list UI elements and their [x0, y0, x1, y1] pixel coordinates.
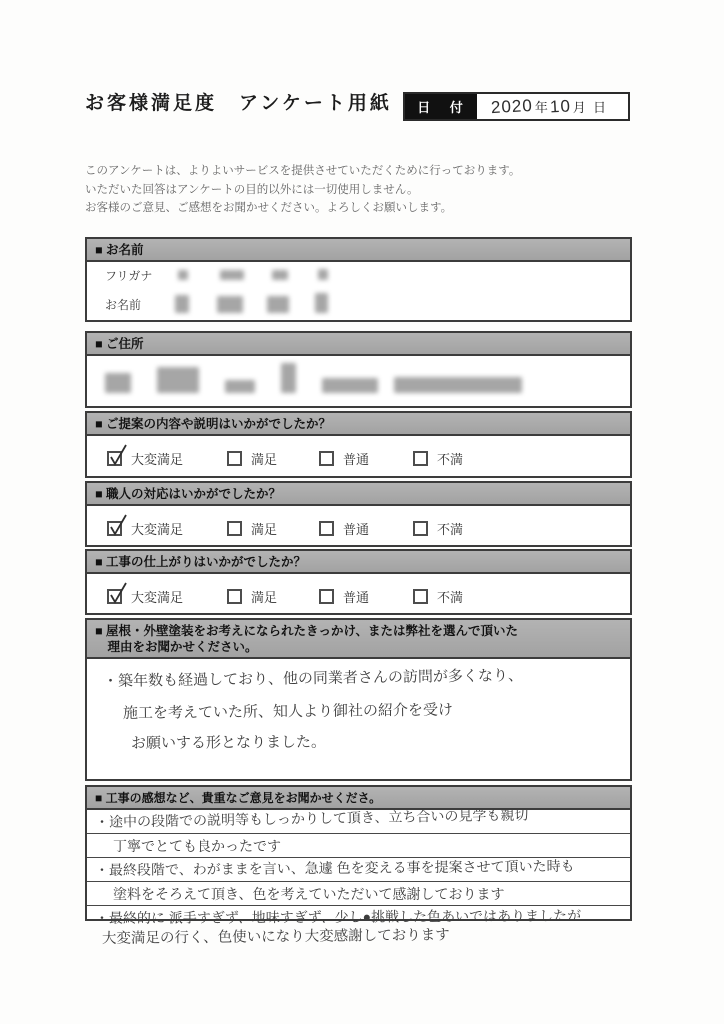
- checkbox[interactable]: [227, 589, 242, 604]
- option-label: 普通: [343, 452, 370, 467]
- option-label: 大変満足: [131, 522, 184, 537]
- question-proposal-section: [85, 411, 632, 478]
- reason-section: [85, 618, 632, 781]
- date-box: [403, 92, 630, 121]
- checkbox[interactable]: [319, 521, 334, 536]
- handwritten-comment-line[interactable]: 塗料をそろえて頂き、色を考えていただいて感謝しております: [113, 886, 505, 902]
- option-label: 普通: [343, 522, 370, 537]
- option-label: 大変満足: [131, 452, 184, 467]
- option-row: [87, 436, 630, 480]
- redacted-handwriting: [175, 293, 328, 316]
- option-row: [87, 574, 630, 618]
- option-row: [87, 506, 630, 550]
- handwritten-reason-line[interactable]: お願いする形となりました。: [130, 733, 327, 752]
- option-manzoku: [227, 519, 277, 538]
- option-label: 不満: [437, 522, 464, 537]
- date-year-value[interactable]: 2020: [490, 95, 534, 117]
- option-manzoku: [227, 587, 277, 606]
- comments-section: [85, 785, 632, 926]
- handwritten-comment-line[interactable]: ・最終的に 派手すぎず、地味すぎず、少し●挑戦した色あいではありましたが: [94, 907, 582, 926]
- option-futsuu: [319, 519, 369, 538]
- checkmark-icon: [107, 581, 129, 607]
- option-fuman: [413, 519, 463, 538]
- checkbox[interactable]: [413, 521, 428, 536]
- comment-ruled-row: [87, 882, 630, 906]
- handwritten-reason-line[interactable]: ・築年数も経過しており、他の同業者さんの訪問が多くなり、: [102, 667, 524, 690]
- checkmark-icon: [107, 513, 129, 539]
- option-label: 不満: [437, 452, 464, 467]
- question-header: ■ 職人の対応はいかがでしたか？: [87, 483, 630, 506]
- reason-header-line: ■ 屋根・外壁塗装をお考えになられたきっかけ、または弊社を選んで頂いた: [95, 624, 519, 638]
- comment-ruled-row: [87, 806, 630, 834]
- checkbox[interactable]: [107, 451, 122, 466]
- address-section: [85, 331, 632, 408]
- comment-ruled-row: [87, 858, 630, 882]
- option-fuman: [413, 587, 463, 606]
- furigana-label: フリガナ: [105, 269, 153, 283]
- checkbox[interactable]: [319, 451, 334, 466]
- option-label: 満足: [251, 452, 278, 467]
- redacted-handwriting: [178, 269, 328, 283]
- option-futsuu: [319, 449, 369, 468]
- date-month-value[interactable]: 10: [549, 95, 572, 117]
- checkmark-icon: [107, 443, 129, 469]
- option-label: 大変満足: [131, 590, 184, 605]
- option-manzoku: [227, 449, 277, 468]
- option-label: 満足: [251, 522, 278, 537]
- reason-header-line: 理由をお聞かせください。: [95, 640, 258, 654]
- option-fuman: [413, 449, 463, 468]
- intro-line: いただいた回答はアンケートの目的以外には一切使用しません。: [85, 183, 419, 196]
- option-futsuu: [319, 587, 369, 606]
- checkbox[interactable]: [107, 521, 122, 536]
- name-section-header: ■ お名前: [87, 239, 630, 262]
- checkbox[interactable]: [227, 451, 242, 466]
- question-finish-section: [85, 549, 632, 615]
- name-row: [105, 293, 328, 316]
- address-row: [105, 363, 522, 396]
- question-header: ■ 工事の仕上がりはいかがでしたか？: [87, 551, 630, 574]
- option-daihen-manzoku: [107, 519, 183, 538]
- handwritten-comment-line[interactable]: 丁寧でとても良かったです: [113, 838, 281, 854]
- intro-line: お客様のご意見、ご感想をお聞かせください。よろしくお願いします。: [85, 202, 453, 214]
- checkbox[interactable]: [413, 451, 428, 466]
- comments-section-header: ■ 工事の感想など、貴重なご意見をお聞かせくださ。: [87, 787, 630, 810]
- option-label: 不満: [437, 590, 464, 605]
- question-craftsman-section: [85, 481, 632, 547]
- handwritten-comment-line[interactable]: ・途中の段階での説明等もしっかりして頂き、立ち合いの見学も親切: [94, 806, 529, 830]
- checkbox[interactable]: [227, 521, 242, 536]
- option-daihen-manzoku: [107, 587, 183, 606]
- furigana-row: [105, 267, 328, 284]
- date-label: 日 付: [405, 94, 477, 119]
- date-month-unit: 月: [572, 100, 586, 115]
- address-section-header: ■ ご住所: [87, 333, 630, 356]
- option-label: 満足: [251, 590, 278, 605]
- checkbox[interactable]: [319, 589, 334, 604]
- checkbox[interactable]: [413, 589, 428, 604]
- handwritten-comment-line[interactable]: 大変満足の行く、色使いになり大変感謝しております: [101, 927, 450, 947]
- name-section: [85, 237, 632, 322]
- option-label: 普通: [343, 590, 370, 605]
- comment-ruled-row: [87, 834, 630, 858]
- intro-text: [85, 162, 520, 218]
- reason-section-header: [87, 620, 630, 659]
- handwritten-comment-line[interactable]: ・最終段階で、わがままを言い、急遽 色を変える事を提案させて頂いた時も: [94, 857, 575, 878]
- checkbox[interactable]: [107, 589, 122, 604]
- date-day-unit: 日: [592, 100, 606, 115]
- intro-line: このアンケートは、よりよいサービスを提供させていただくために行っております。: [85, 165, 521, 177]
- name-label: お名前: [105, 298, 142, 312]
- page-title: お客様満足度 アンケート用紙: [85, 93, 392, 114]
- question-header: ■ ご提案の内容や説明はいかがでしたか？: [87, 413, 630, 436]
- redacted-handwriting: [105, 363, 522, 396]
- date-year-unit: 年: [534, 100, 548, 115]
- date-value: [477, 94, 628, 119]
- option-daihen-manzoku: [107, 449, 183, 468]
- handwritten-reason-line[interactable]: 施工を考えていた所、知人より御社の紹介を受け: [122, 701, 454, 722]
